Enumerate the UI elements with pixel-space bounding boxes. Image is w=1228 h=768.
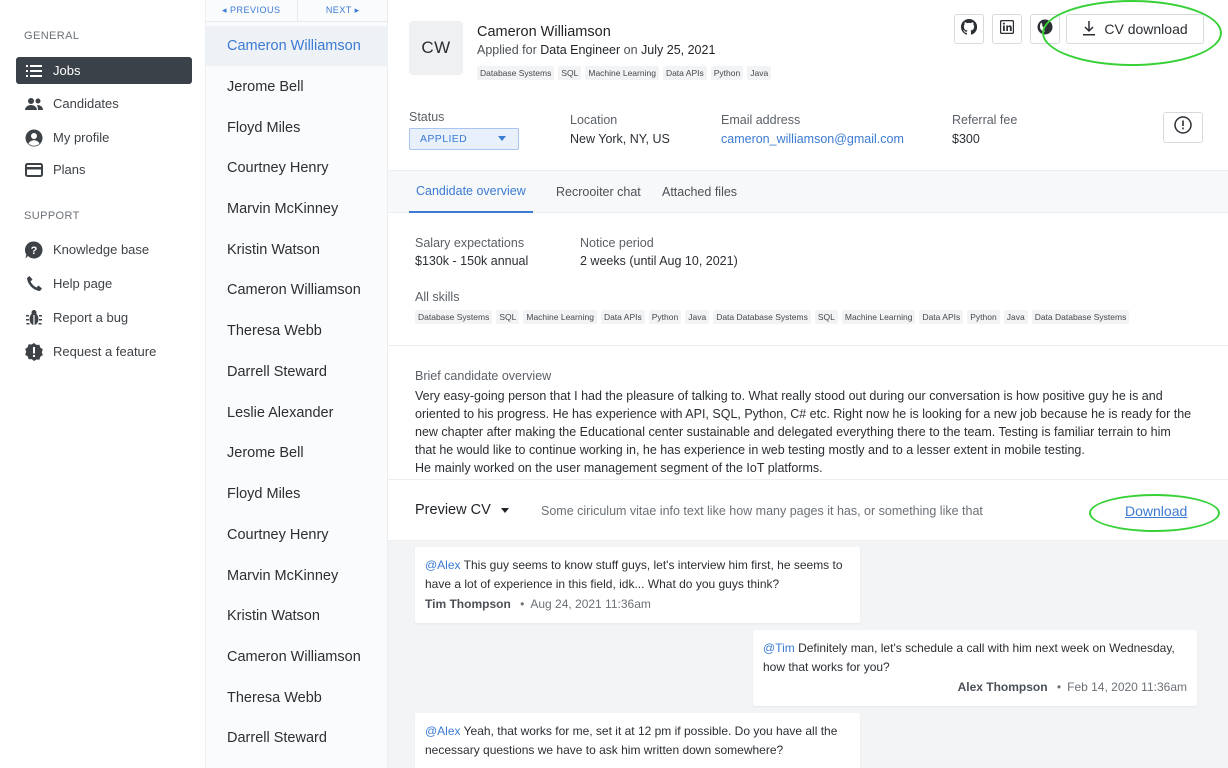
tab-candidate-overview[interactable]: Candidate overview <box>409 171 533 213</box>
meta-separator: • <box>520 597 525 611</box>
mention-link[interactable]: @Alex <box>425 558 461 572</box>
avatar: CW <box>409 21 463 75</box>
notice-label: Notice period <box>580 236 654 250</box>
preview-cv-label: Preview CV <box>415 502 491 518</box>
sidebar-item-report-bug[interactable] <box>16 304 192 331</box>
message-time: Feb 14, 2020 11:36am <box>1067 680 1187 694</box>
list-item[interactable]: Darrell Steward <box>227 730 327 746</box>
referral-label: Referral fee <box>952 113 1018 127</box>
message-text: necessary questions we have to ask him written down somewhere? <box>425 742 784 757</box>
message-meta <box>763 678 1187 697</box>
message-author: Alex Thompson <box>957 680 1048 694</box>
github-icon <box>961 19 977 40</box>
list-item[interactable]: Kristin Watson <box>227 242 320 258</box>
candidate-name: Cameron Williamson <box>477 24 611 40</box>
caret-down-icon <box>498 136 506 141</box>
chat-message <box>753 630 1197 706</box>
cv-download-label: CV download <box>1104 21 1188 37</box>
next-button[interactable]: NEXT ▸ <box>298 0 389 22</box>
pager <box>206 0 388 22</box>
status-value: APPLIED <box>420 133 468 145</box>
brief-line: He mainly worked on the user management segment of the IoT platforms. <box>415 461 823 475</box>
sidebar-item-my-profile[interactable] <box>16 124 192 151</box>
sidebar-item-jobs[interactable] <box>16 57 192 84</box>
meta-separator: • <box>1056 680 1062 694</box>
recruiter-chat <box>388 541 1228 768</box>
preview-cv-toggle[interactable] <box>415 502 509 518</box>
skill-tag: Java <box>747 66 771 80</box>
referral-value: $300 <box>952 132 980 146</box>
linkedin-icon <box>1000 20 1014 39</box>
applied-prefix: Applied for <box>477 43 537 57</box>
sidebar-item-knowledge-base[interactable] <box>16 236 192 263</box>
skill-tag: SQL <box>496 310 519 324</box>
skill-tag: Java <box>685 310 709 324</box>
list-item[interactable]: Theresa Webb <box>227 690 322 706</box>
list-item[interactable]: Leslie Alexander <box>227 405 334 421</box>
applied-role: Data Engineer <box>540 43 621 57</box>
message-text: Definitely man, let's schedule a call with him next week on Wednesday, <box>794 641 1175 655</box>
message-text: have a lot of experience in this field, idk... What do you guys think? <box>425 576 780 591</box>
exclamation-badge-icon <box>24 342 44 362</box>
list-item[interactable]: Cameron Williamson <box>227 649 361 665</box>
sidebar-item-plans[interactable] <box>16 156 192 183</box>
status-label: Status <box>409 110 445 124</box>
info-button[interactable] <box>1163 112 1203 143</box>
sidebar-item-label: Report a bug <box>53 310 129 325</box>
brief-line: Very easy-going person that I had the pleasure of talking to. What really stood out during our conversation is how positive guy he is and <box>415 389 1163 403</box>
list-item[interactable]: Cameron Williamson <box>206 26 388 66</box>
sidebar-item-label: Request a feature <box>53 344 157 359</box>
list-item[interactable]: Jerome Bell <box>227 79 304 95</box>
question-icon <box>24 240 44 260</box>
applied-on: on <box>623 43 638 57</box>
skill-tag: Java <box>1004 310 1028 324</box>
email-link[interactable]: cameron_williamson@gmail.com <box>721 132 904 146</box>
sidebar-item-label: Jobs <box>53 63 81 78</box>
candidate-list <box>206 0 388 768</box>
salary-value: $130k - 150k annual <box>415 254 529 268</box>
users-icon <box>24 94 44 114</box>
section-label-general: GENERAL <box>24 30 80 42</box>
message-author: Tim Thompson <box>425 597 511 611</box>
tabs-bar <box>388 170 1228 213</box>
preview-cv-info: Some ciriculum vitae info text like how many pages it has, or something like that <box>541 504 983 518</box>
previous-button[interactable]: ◂ PREVIOUS <box>206 0 298 22</box>
github-button[interactable] <box>954 14 984 44</box>
notice-value: 2 weeks (until Aug 10, 2021) <box>580 254 738 268</box>
skill-tag: Python <box>711 66 743 80</box>
brief-label: Brief candidate overview <box>415 369 552 383</box>
section-label-support: SUPPORT <box>24 210 80 222</box>
list-item[interactable]: Courtney Henry <box>227 527 329 543</box>
caret-down-icon <box>501 508 509 513</box>
mention-link[interactable]: @Tim <box>763 641 795 655</box>
skill-tag: Data Database Systems <box>1032 310 1130 324</box>
tab-attached-files[interactable]: Attached files <box>662 185 738 199</box>
list-item[interactable]: Floyd Miles <box>227 120 301 136</box>
linkedin-button[interactable] <box>992 14 1022 44</box>
all-skills-tags <box>415 310 1129 324</box>
list-item[interactable]: Marvin McKinney <box>227 201 339 217</box>
sidebar-item-label: Knowledge base <box>53 242 150 257</box>
skill-tag: SQL <box>815 310 838 324</box>
message-line <box>425 556 850 575</box>
sidebar <box>0 0 206 768</box>
applied-date: July 25, 2021 <box>641 43 716 57</box>
chat-message <box>415 713 860 768</box>
message-meta <box>425 595 850 614</box>
bug-icon <box>24 308 44 328</box>
email-label: Email address <box>721 113 801 127</box>
skill-tag: Python <box>649 310 681 324</box>
skill-tag: Data APIs <box>663 66 707 80</box>
card-icon <box>24 160 44 180</box>
salary-label: Salary expectations <box>415 236 525 250</box>
sidebar-item-label: Candidates <box>53 96 119 111</box>
highlight-ring <box>1042 0 1222 66</box>
svg-text:?: ? <box>30 244 38 257</box>
list-item[interactable]: Kristin Watson <box>227 608 320 624</box>
list-item[interactable]: Floyd Miles <box>227 486 301 502</box>
location-value: New York, NY, US <box>570 132 670 146</box>
list-item[interactable]: Jerome Bell <box>227 445 304 461</box>
message-text: how that works for you? <box>763 659 890 674</box>
skill-tags <box>477 66 771 80</box>
download-link[interactable]: Download <box>1125 503 1188 519</box>
skill-tag: Machine Learning <box>842 310 916 324</box>
message-text: Yeah, that works for me, set it at 12 pm if possible. Do you have all the <box>460 724 838 738</box>
skill-tag: Machine Learning <box>585 66 659 80</box>
message-text: This guy seems to know stuff guys, let's interview him first, he seems to <box>460 558 843 572</box>
skill-tag: Data APIs <box>919 310 963 324</box>
brief-line: oriented to his progress. He has experience with API, SQL, Python, C# etc. Right now he is looking for a new job because he is ready for the <box>415 407 1192 421</box>
location-label: Location <box>570 113 618 127</box>
skill-tag: SQL <box>558 66 581 80</box>
chat-message <box>415 547 860 623</box>
mention-link[interactable]: @Alex <box>425 724 461 738</box>
sidebar-item-label: Plans <box>53 162 86 177</box>
sidebar-item-request-feature[interactable] <box>16 338 192 365</box>
tab-recrooiter-chat[interactable]: Recrooiter chat <box>556 185 641 199</box>
message-line <box>425 722 850 741</box>
list-item[interactable]: Theresa Webb <box>227 323 322 339</box>
message-time: Aug 24, 2021 11:36am <box>530 597 651 611</box>
message-line <box>763 639 1187 658</box>
preview-cv-bar <box>388 479 1228 541</box>
list-item[interactable]: Marvin McKinney <box>227 568 339 584</box>
skill-tag: Python <box>967 310 999 324</box>
sidebar-item-help-page[interactable] <box>16 270 192 297</box>
list-item[interactable]: Cameron Williamson <box>227 282 361 298</box>
candidate-detail <box>388 0 1228 768</box>
alert-circle-icon <box>1174 116 1192 139</box>
sidebar-item-label: My profile <box>53 130 110 145</box>
list-item[interactable]: Courtney Henry <box>227 160 329 176</box>
list-item[interactable]: Darrell Steward <box>227 364 327 380</box>
all-skills-label: All skills <box>415 290 460 304</box>
status-dropdown[interactable] <box>409 128 519 150</box>
skill-tag: Data Database Systems <box>713 310 811 324</box>
highlight-ring <box>1089 494 1220 532</box>
brief-line: new chapter after making the Educational center sustainable and delegated everything there to the team. Testing is familiar terrain to him <box>415 425 1171 439</box>
skill-tag: Database Systems <box>415 310 492 324</box>
skill-tag: Data APIs <box>601 310 645 324</box>
sidebar-item-label: Help page <box>53 276 113 291</box>
brief-overview-text <box>415 387 1205 477</box>
skill-tag: Database Systems <box>477 66 554 80</box>
brief-line: that he would like to continue working in, he has experience in web testing mostly and to a lesser extent in mobile testing. <box>415 443 1085 457</box>
sidebar-item-candidates[interactable] <box>16 90 192 117</box>
phone-icon <box>24 274 44 294</box>
skill-tag: Machine Learning <box>523 310 597 324</box>
list-icon <box>24 61 44 81</box>
user-circle-icon <box>24 128 44 148</box>
divider <box>388 345 1228 346</box>
applied-line <box>477 43 715 57</box>
